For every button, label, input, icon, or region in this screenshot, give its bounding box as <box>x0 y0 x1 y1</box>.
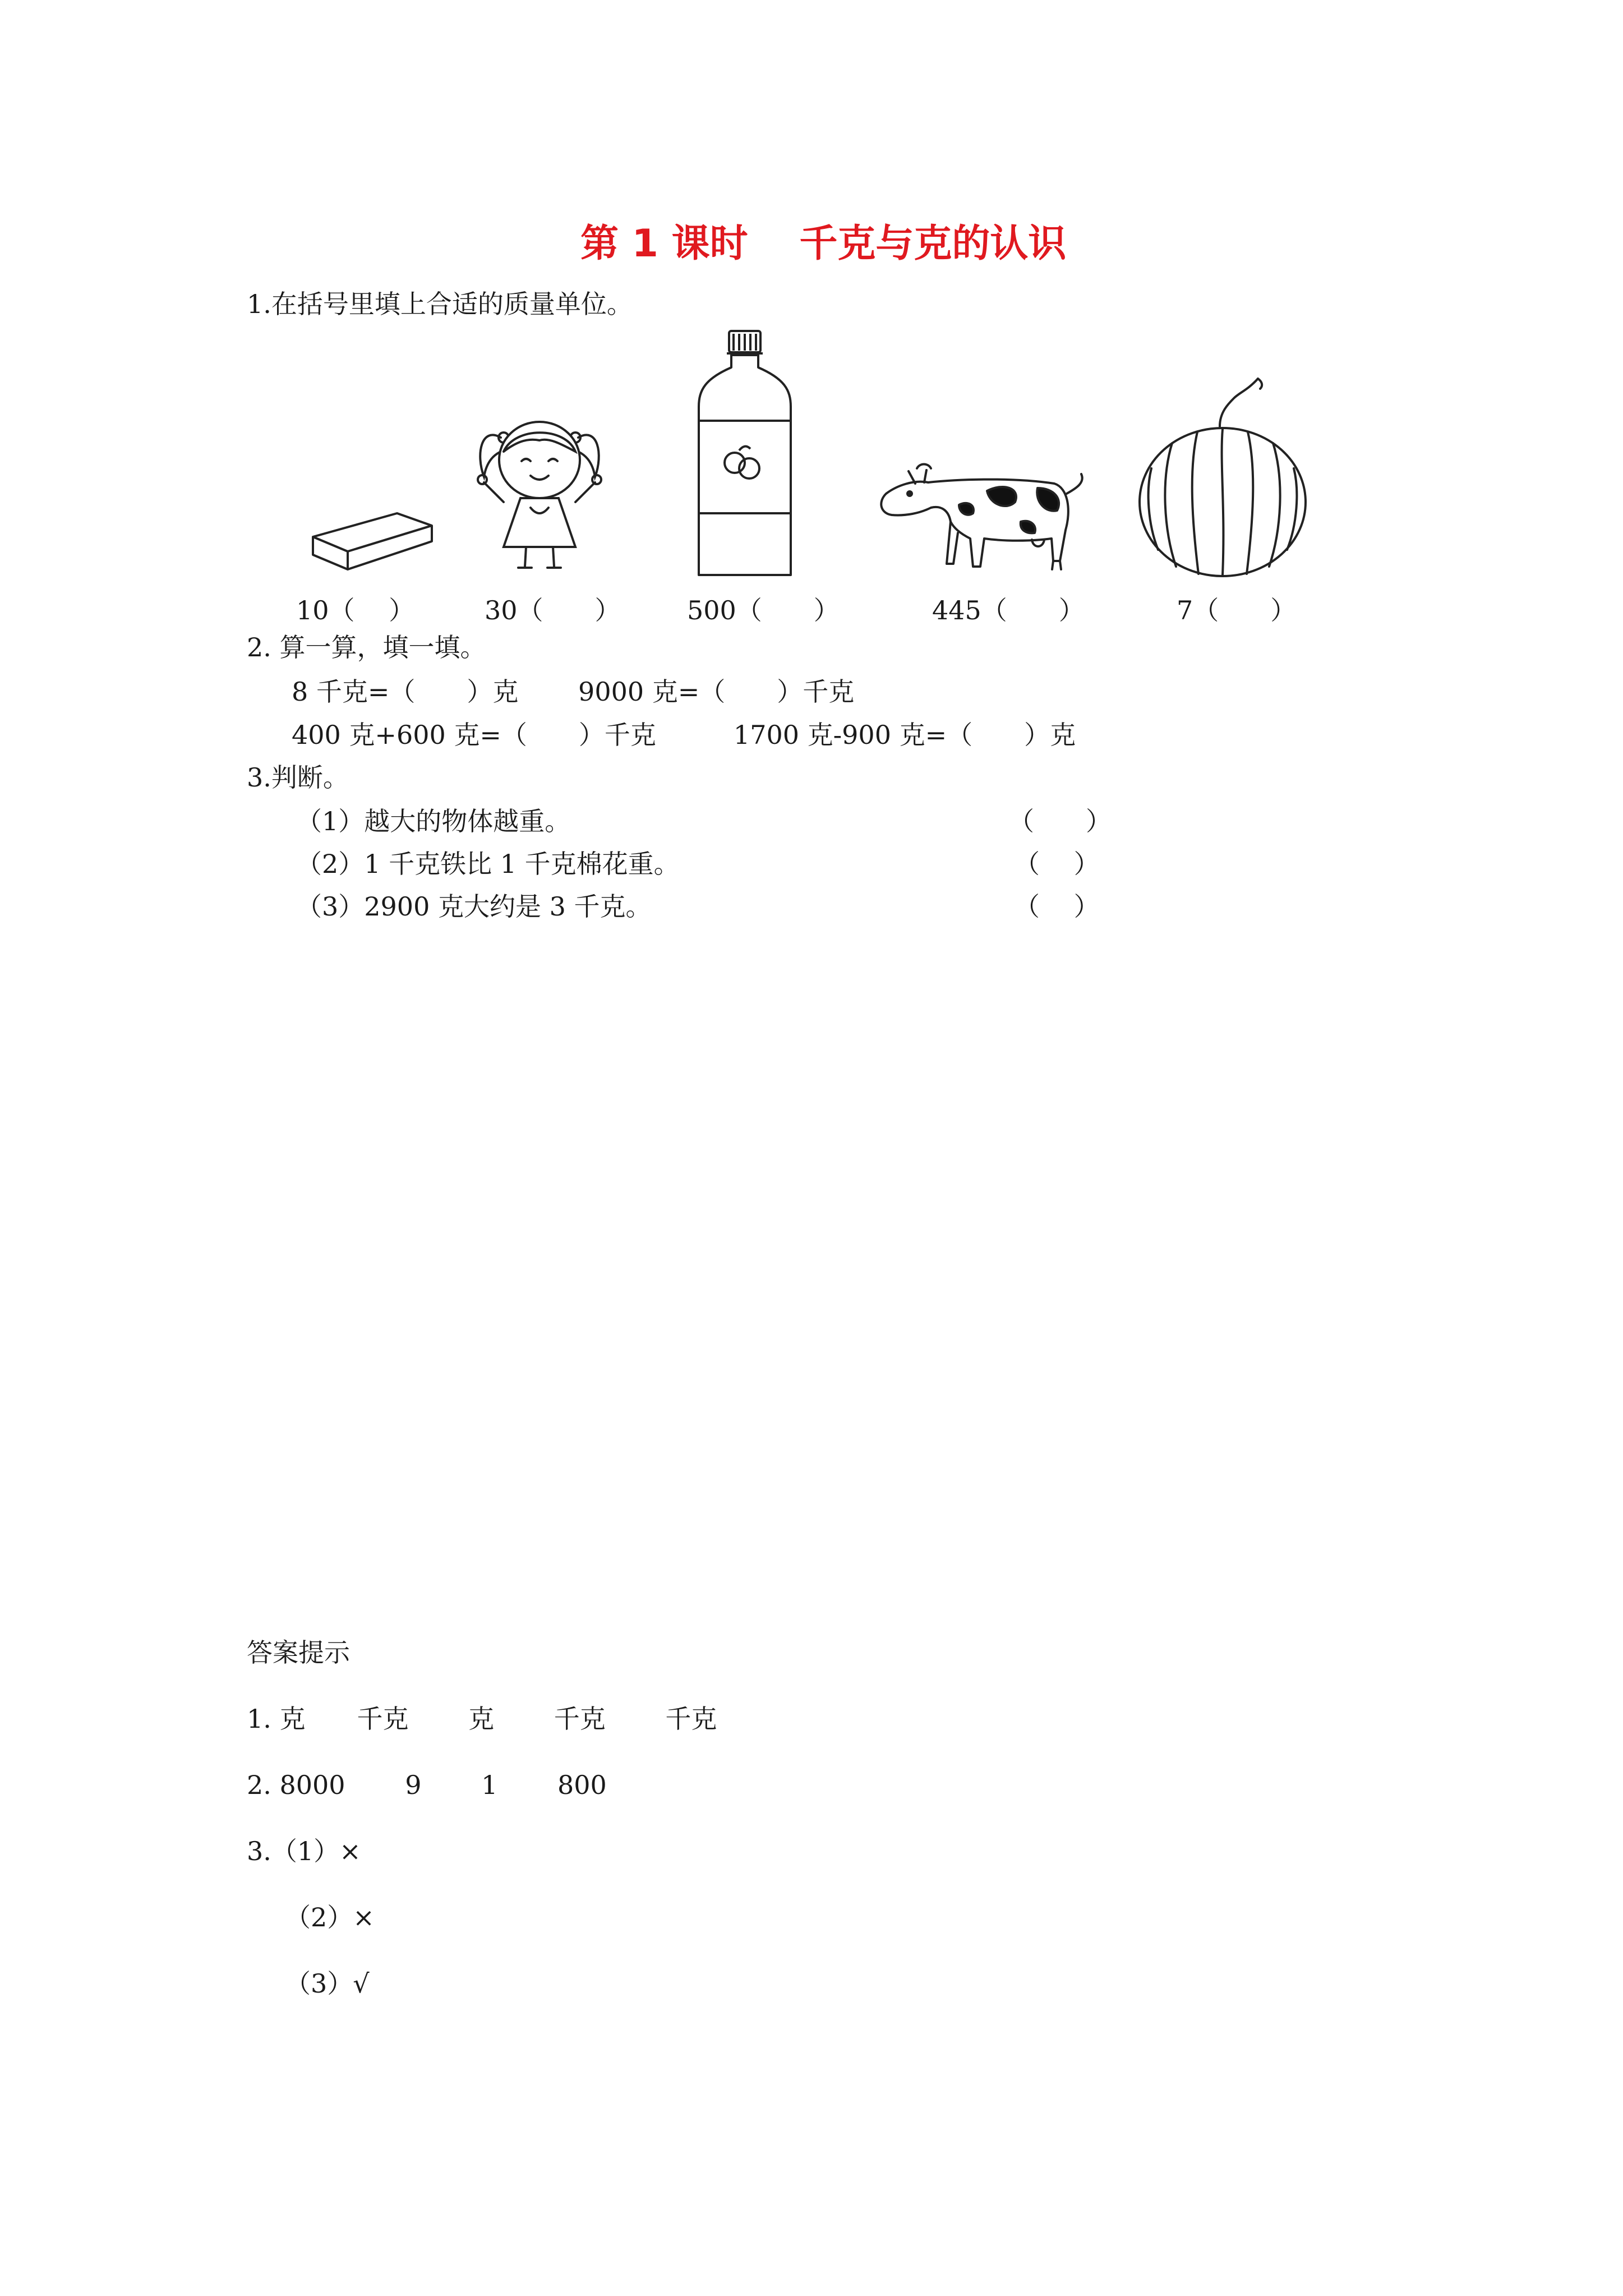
girl-icon <box>470 398 609 578</box>
bottle-icon <box>694 328 795 578</box>
item-label-girl: 30（ ） <box>485 595 621 625</box>
question-3-item-3: （3）2900 克大约是 3 千克。 <box>296 891 652 922</box>
question-3-blank-3: （ ） <box>1014 891 1100 922</box>
question-1-prompt: 1.在括号里填上合适的质量单位。 <box>247 289 633 319</box>
answer-3-3: （3）√ <box>285 1968 370 1999</box>
item-label-cow: 445（ ） <box>932 595 1085 625</box>
question-3-item-2: （2）1 千克铁比 1 千克棉花重。 <box>296 849 680 879</box>
question-2-prompt: 2. 算一算，填一填。 <box>247 632 486 662</box>
watermelon-icon <box>1136 373 1310 578</box>
question-3-blank-1: （ ） <box>1008 806 1112 836</box>
question-2-line-1: 8 千克=（ ）克 9000 克=（ ）千克 <box>292 677 855 707</box>
answer-3-1: 3.（1）× <box>247 1836 361 1866</box>
answers-heading: 答案提示 <box>247 1637 350 1668</box>
item-label-bottle: 500（ ） <box>687 595 840 625</box>
question-3-item-1: （1）越大的物体越重。 <box>296 806 571 836</box>
item-label-eraser: 10（ ） <box>296 595 415 625</box>
question-2-line-2: 400 克+600 克=（ ）千克 1700 克-900 克=（ ）克 <box>292 720 1076 750</box>
item-label-watermelon: 7（ ） <box>1177 595 1297 625</box>
question-3-blank-2: （ ） <box>1014 849 1100 879</box>
answer-3-2: （2）× <box>285 1902 375 1932</box>
question-3-prompt: 3.判断。 <box>247 762 349 793</box>
eraser-icon <box>307 508 437 578</box>
cow-icon <box>875 449 1088 578</box>
page-title: 第 1 课时 千克与克的认识 <box>580 222 1067 266</box>
answer-2: 2. 8000 9 1 800 <box>247 1770 607 1800</box>
answer-1: 1. 克 千克 克 千克 千克 <box>247 1704 717 1734</box>
